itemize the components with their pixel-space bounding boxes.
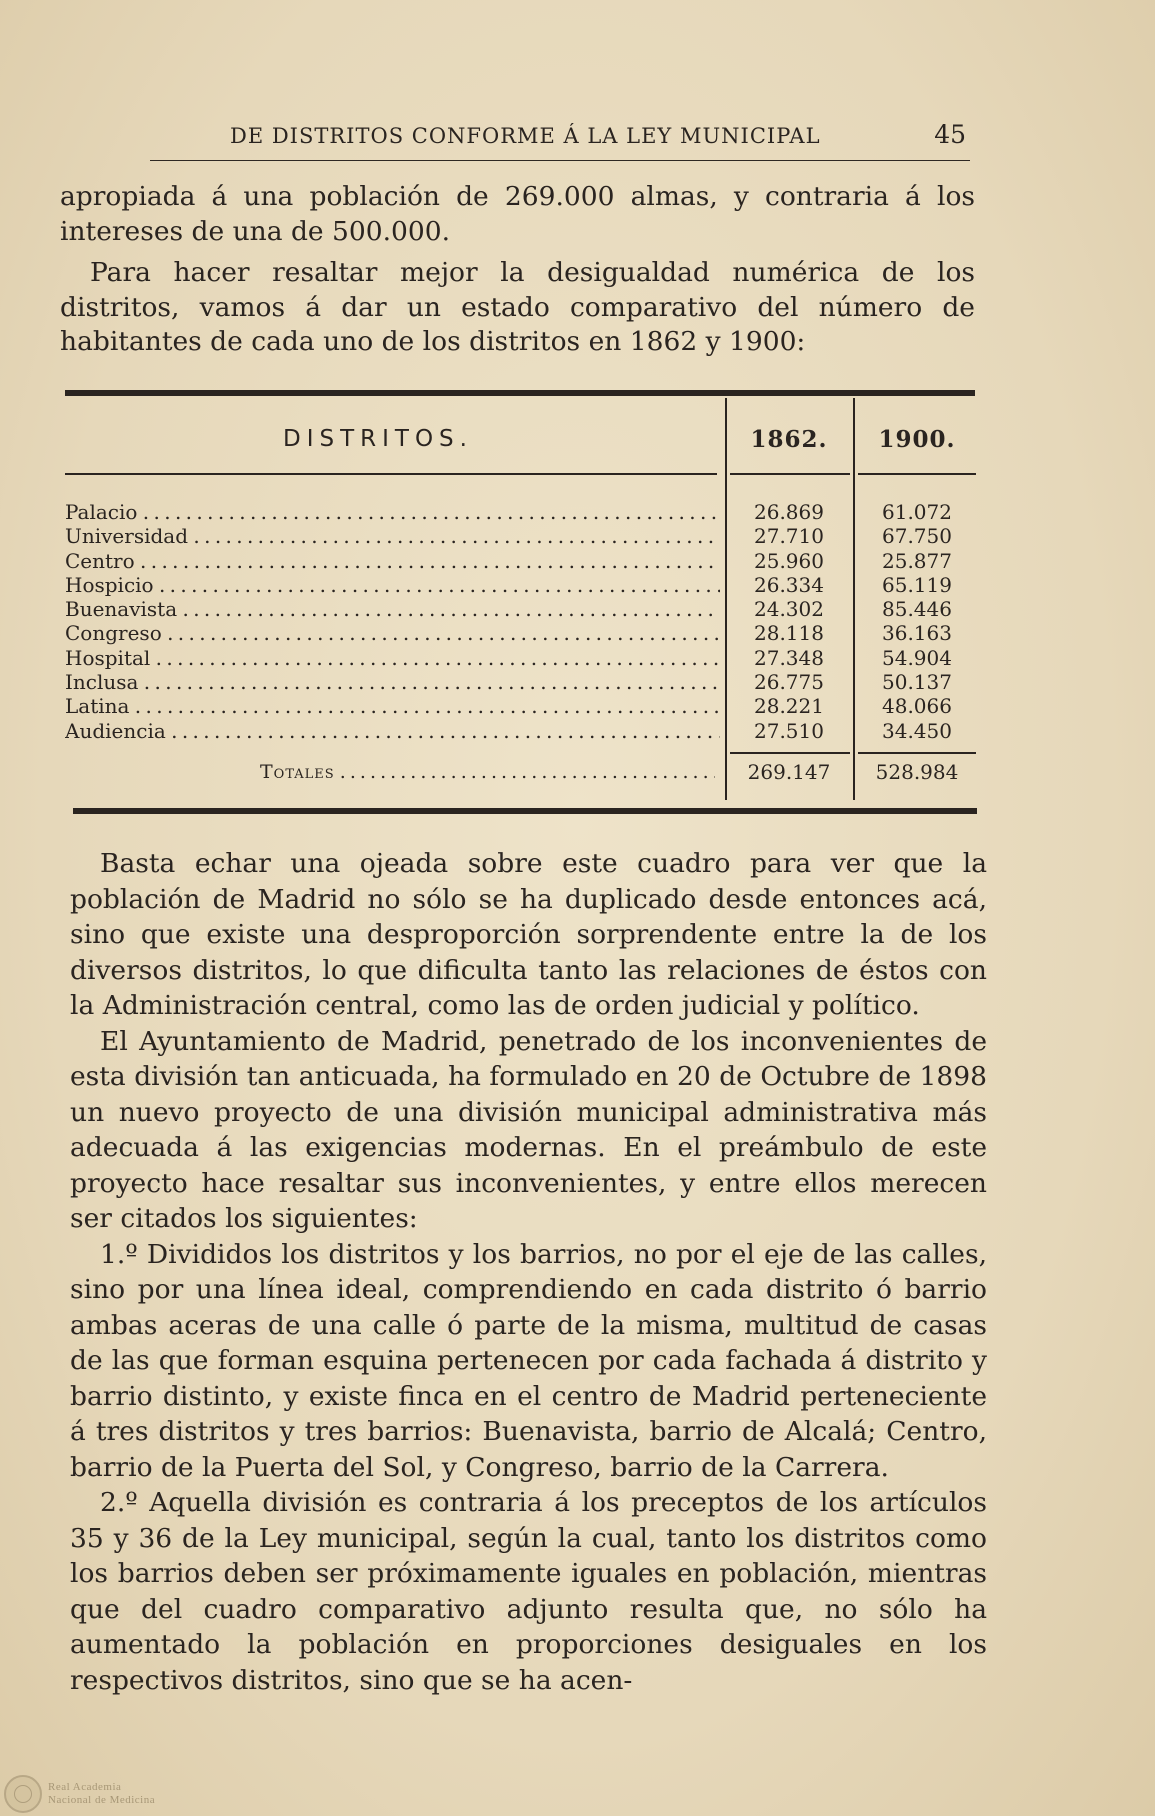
header-underline xyxy=(575,473,717,475)
header-underline xyxy=(730,473,850,475)
table-top-rule xyxy=(65,390,975,396)
population-1900: 50.137 xyxy=(882,670,952,695)
districts-column-header: DISTRITOS. xyxy=(283,426,473,452)
table-row xyxy=(65,500,980,524)
population-1862: 25.960 xyxy=(754,548,824,573)
page-number: 45 xyxy=(934,120,966,149)
district-name: Inclusa . . . xyxy=(65,670,720,694)
population-1862: 27.348 xyxy=(754,645,824,670)
population-1862: 26.334 xyxy=(754,572,824,597)
table-body xyxy=(65,500,980,743)
total-1900: 528.984 xyxy=(875,760,959,784)
body-paragraph-1: Basta echar una ojeada sobre este cuadro para ver que la población de Madrid no sólo se ha duplicado desde entonces acá, sino que existe una desproporción sorprendente entre la de los diversos distritos, lo que dificulta tanto las relaciones de éstos con la Administración central, como las de orden judicial y político. xyxy=(70,848,987,1021)
population-1862: 27.710 xyxy=(754,524,824,549)
population-1900: 61.072 xyxy=(882,500,952,524)
year-1900-header: 1900. xyxy=(878,426,956,453)
table-row xyxy=(65,524,980,548)
population-1862: 26.869 xyxy=(754,500,824,524)
table-row xyxy=(65,549,980,573)
district-name: Buenavista . . . xyxy=(65,597,720,621)
table-row xyxy=(65,670,980,694)
body-text xyxy=(70,846,987,1698)
totals-row xyxy=(65,752,980,792)
watermark-line-2: Nacional de Medicina xyxy=(48,1794,156,1806)
population-1900: 48.066 xyxy=(882,694,952,719)
header-underline xyxy=(858,473,976,475)
body-paragraph-4: 2.º Aquella división es contraria á los preceptos de los artículos 35 y 36 de la Ley municipal, según la cual, tanto los distritos como los barrios deben ser próximamente iguales en población, mientras que del cuadro comparativo adjunto resulta que, no sólo ha aumentado la población en proporciones desiguales en los respectivos distritos, sino que se ha acen- xyxy=(70,1487,987,1696)
header-underline xyxy=(65,473,575,475)
body-paragraph-2: El Ayuntamiento de Madrid, penetrado de los inconvenientes de esta división tan anticuada, ha formulado en 20 de Octubre de 1898 un nuevo proyecto de una división municipal administrativa más adecuada á las exigencias modernas. En el preámbulo de este proyecto hace resaltar sus inconvenientes, y entre ellos merecen ser citados los siguientes: xyxy=(70,1025,987,1234)
total-1862: 269.147 xyxy=(747,760,831,784)
body-paragraph-3: 1.º Divididos los distritos y los barrios, no por el eje de las calles, sino por una línea ideal, comprendiendo en cada distrito ó barrio ambas aceras de una calle ó parte de la misma, multitud de casas de las que forman esquina pertenecen por cada fachada á distrito y barrio distinto, y existe finca en el centro de Madrid perteneciente á tres distritos y tres barrios: Buenavista, barrio de Alcalá; Centro, barrio de la Puerta del Sol, y Congreso, barrio de la Carrera. xyxy=(70,1238,987,1483)
table-row xyxy=(65,646,980,670)
district-name: Hospital . . . xyxy=(65,646,720,670)
population-1862: 28.118 xyxy=(754,621,824,646)
intro-paragraph-2: Para hacer resaltar mejor la desigualdad numérica de los distritos, vamos á dar un estado comparativo del número de habitantes de cada uno de los distritos en 1862 y 1900: xyxy=(60,257,975,357)
population-1862: 27.510 xyxy=(754,718,824,743)
watermark-text xyxy=(48,1781,155,1807)
district-name: Centro . . . xyxy=(65,549,720,573)
district-name: Universidad . . . xyxy=(65,524,720,548)
population-1900: 85.446 xyxy=(882,597,952,622)
table-row xyxy=(65,694,980,718)
district-name: Palacio . . . xyxy=(65,500,720,524)
population-1900: 65.119 xyxy=(882,572,952,597)
watermark-line-1: Real Academia xyxy=(48,1781,122,1793)
table-bottom-rule xyxy=(73,808,977,814)
population-1862: 26.775 xyxy=(754,670,824,695)
population-1900: 34.450 xyxy=(882,718,952,743)
district-name: Congreso . . . xyxy=(65,621,720,645)
table-row xyxy=(65,719,980,743)
district-name: Audiencia . . . xyxy=(65,719,720,743)
population-1900: 67.750 xyxy=(882,524,952,549)
library-watermark xyxy=(4,1774,244,1814)
district-name: Latina . . . xyxy=(65,694,720,718)
population-table xyxy=(65,390,980,820)
population-1900: 36.163 xyxy=(882,621,952,646)
population-1862: 28.221 xyxy=(754,694,824,719)
year-1862-header: 1862. xyxy=(750,426,828,453)
population-1900: 54.904 xyxy=(882,645,952,670)
intro-paragraph-1: apropiada á una población de 269.000 almas, y contraria á los intereses de una de 500.000. xyxy=(60,181,975,247)
running-title: DE DISTRITOS CONFORME Á LA LEY MUNICIPAL xyxy=(230,124,821,148)
population-1900: 25.877 xyxy=(882,548,952,573)
table-row xyxy=(65,621,980,645)
academy-seal-icon xyxy=(4,1775,42,1813)
totals-label: Totales . . . xyxy=(260,760,715,784)
table-row xyxy=(65,573,980,597)
population-1862: 24.302 xyxy=(754,597,824,622)
table-row xyxy=(65,597,980,621)
running-head xyxy=(150,120,970,161)
district-name: Hospicio . . . xyxy=(65,573,720,597)
